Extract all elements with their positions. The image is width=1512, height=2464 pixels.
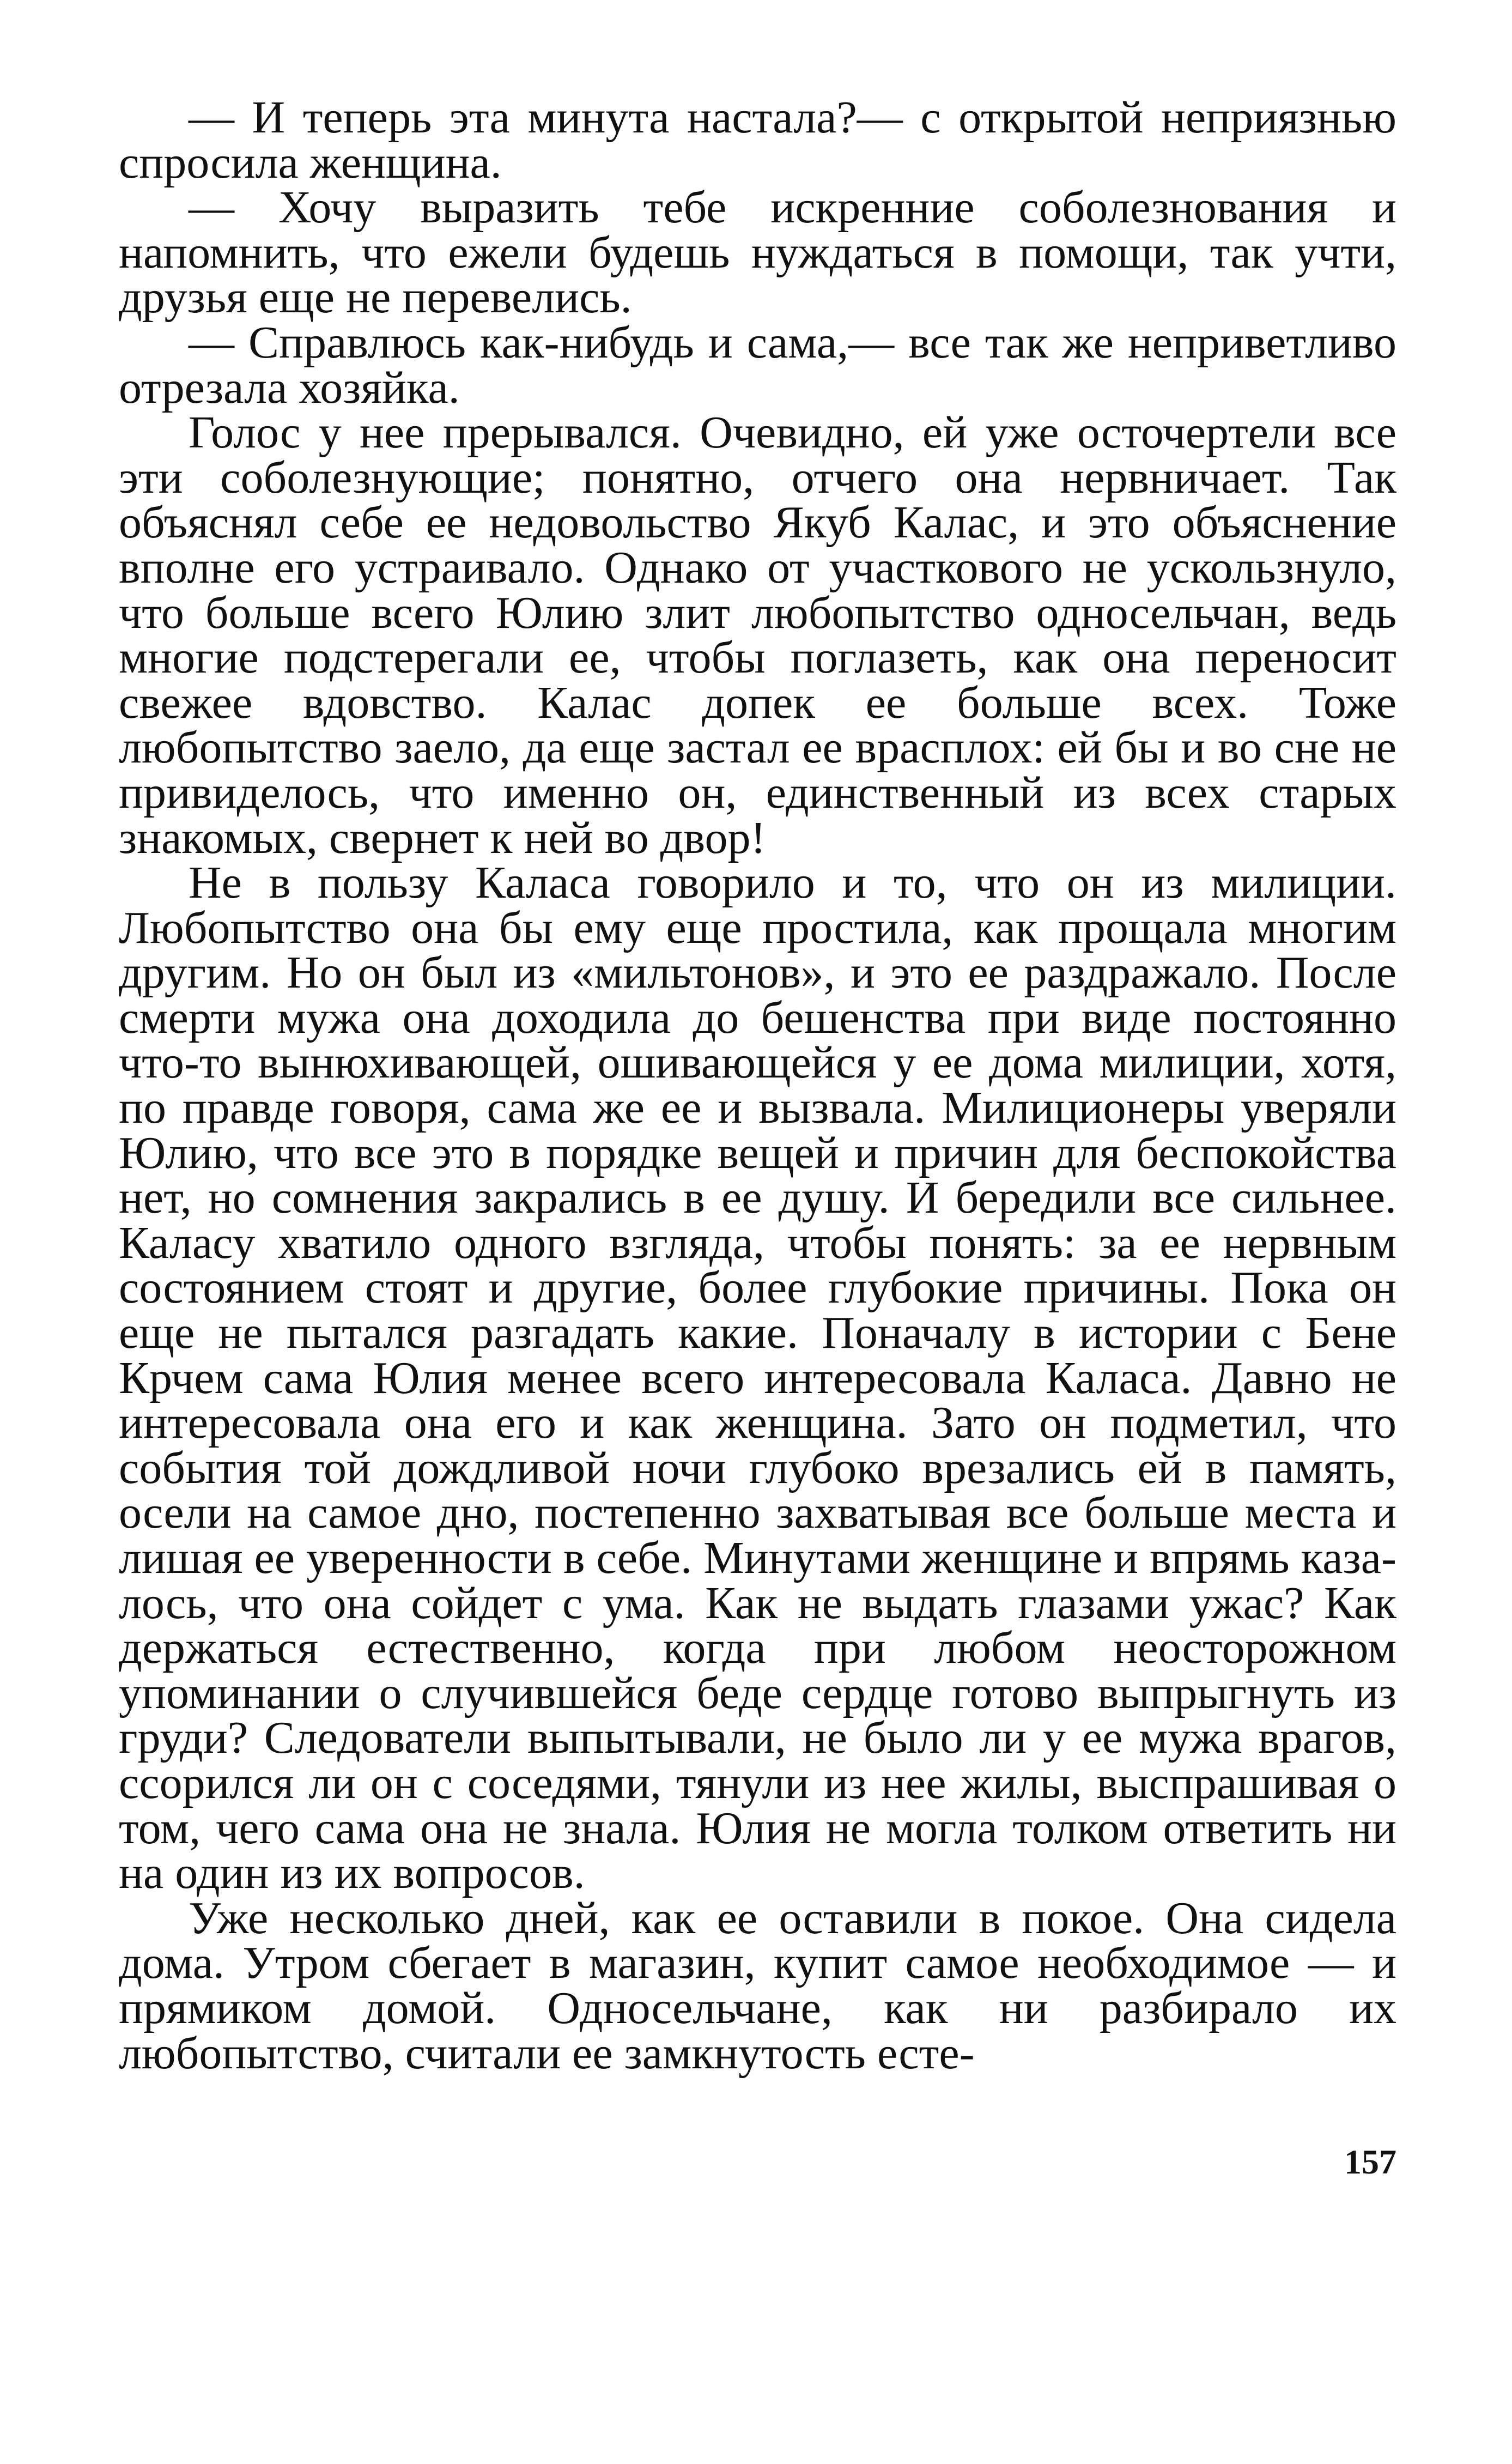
- paragraph-narrative-1: Голос у нее прерывался. Очевидно, ей уже осточертели все эти соболезнующие; понятно, отчего она нервничает. Так объяснял себе ее недовольство Якуб Калас, и это объяснение вполне его устраивало. Однако от участкового не ускользнуло, что больше всего Юлию злит любопытство односельчан, ведь многие подстерегали ее, чтобы поглазеть, как она переносит свежее вдовство. Калас допек ее больше всех. Тоже любопытство заело, да еще застал ее врасплох: ей бы и во сне не привиделось, что именно он, единственный из всех старых знакомых, свернет к ней во двор!: [119, 407, 1396, 863]
- paragraph-dialogue-1: — И теперь эта минута настала?— с открытой неприязнью спросила женщина.: [119, 92, 1396, 188]
- paragraph-narrative-3: Уже несколько дней, как ее оставили в покое. Она сидела дома. Утром сбегает в магазин, купит самое необходимое — и прямиком домой. Односельчане, как ни разбирало их любопытство, считали ее замкнутость есте-: [119, 1892, 1396, 2079]
- page-text-block: [119, 92, 1396, 2079]
- paragraph-narrative-2: Не в пользу Каласа говорило и то, что он из милиции. Любопытство она бы ему еще простила, как прощала многим другим. Но он был из «мильтонов», и это ее раздражало. После смерти мужа она доходила до бешенства при виде постоянно что-то вынюхивающей, ошивающейся у ее дома милиции, хотя, по правде говоря, сама же ее и вызвала. Милиционеры уверяли Юлию, что все это в порядке вещей и причин для беспокойства нет, но сомнения закрались в ее душу. И бередили все сильнее. Каласу хватило одного взгляда, чтобы понять: за ее нервным состоянием стоят и другие, более глубокие причины. Пока он еще не пытался разгадать какие. Поначалу в истории с Бене Крчем сама Юлия менее всего интересовала Каласа. Давно не интересовала она его и как женщина. Зато он подметил, что события той дождливой ночи глубоко врезались ей в память, осели на самое дно, постепенно захватывая все больше места и лишая ее уверенности в себе. Минутами женщине и впрямь казалось, что она сойдет с ума. Как не выдать глазами ужас? Как держаться естественно, когда при любом неосторожном упоминании о случившейся беде сердце готово выпрыгнуть из груди? Следователи выпытывали, не было ли у ее мужа врагов, ссорился ли он с соседями, тянули из нее жилы, выспрашивая о том, чего сама она не знала. Юлия не могла толком ответить ни на один из их вопросов.: [119, 857, 1396, 1899]
- paragraph-dialogue-2: — Хочу выразить тебе искренние соболезнования и напомнить, что ежели будешь нуждаться в помощи, так учти, друзья еще не перевелись.: [119, 182, 1396, 323]
- paragraph-dialogue-3: — Справлюсь как-нибудь и сама,— все так же неприветливо отрезала хозяйка.: [119, 317, 1396, 413]
- page-number: 157: [1344, 2142, 1396, 2181]
